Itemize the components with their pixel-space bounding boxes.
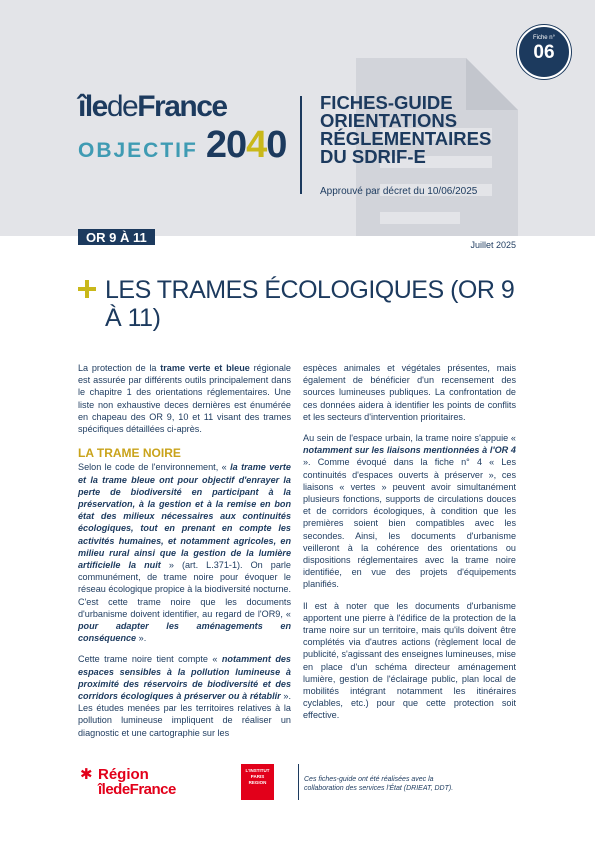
title-block	[78, 276, 518, 332]
publication-date: Juillet 2025	[470, 240, 516, 250]
ile-de-france-objectif-2040-logo: îledeFrance OBJECTIF 2040	[78, 90, 287, 166]
header-divider	[300, 96, 302, 194]
institut-paris-region-logo: L'INSTITUT PARIS REGION	[241, 764, 274, 800]
trame-noire-paragraph: Selon le code de l'environnement, « la trame verte et la trame bleue ont pour objectif d'enrayer la perte de biodiversité en participant à la préservation, à la gestion et à la remise en bon état des milieux nécessaires aux continuités écologiques, tout en prenant en compte les activités humaines, et notamment agricoles, en milieu rural ainsi que la gestion de la lumière artificielle la nuit » (art. L.371-1). On parle communément, de trame noire pour évoquer le réseau écologique propice à la biodiversité nocturne. C'est cette trame noire que les documents d'urbanisme doivent identifier, au regard de l'OR9, « pour adapter les aménagements en conséquence ».	[78, 462, 291, 644]
orientation-tag: OR 9 À 11	[78, 229, 155, 245]
badge-number: 06	[533, 42, 555, 63]
right-column	[303, 362, 516, 731]
urban-paragraph: Au sein de l'espace urbain, la trame noire s'appuie « notamment sur les liaisons mentionnées à l'OR 4 ». Comme évoqué dans la fiche n° 4 « Les continuités d'espaces ouverts à préserver », ces liaisons « vertes » peuvent avoir simultanément plusieurs fonctions, supports de circulations douces et de corridors écologiques, à condition que les premières soient bien compatibles avec les secondes. Ainsi, les documents d'urbanisme veilleront à la cohérence des orientations ou dispositions réglementaires avec la trame noire identifiée, en vue des projets d'équipements planifiés.	[303, 433, 516, 590]
collaboration-note: Ces fiches-guide ont été réalisées avec la collaboration des services l'État (DRIEAT, DDT).	[304, 776, 454, 792]
pollution-paragraph: Cette trame noire tient compte « notamment des espaces sensibles à la pollution lumineuse à proximité des réservoirs de biodiversité et des corridors écologiques à préserver ou à rétablir ». Les études menées par les territoires relatives à la pollution lumineuse impliquent de réaliser un diagnostic et une cartographie sur les	[78, 654, 291, 738]
approval-date: Approuvé par décret du 10/06/2025	[320, 186, 478, 197]
section-heading: LA TRAME NOIRE	[78, 446, 181, 461]
region-ile-de-france-logo: ✱ Région îledeFrance	[80, 766, 176, 798]
star-icon: ✱	[80, 766, 93, 783]
species-paragraph: espèces animales et végétales présentes, mais également de bénéficier d'un recensement des sources lumineuses publiques. La confrontation de ces données aidera à identifier les points de conflits et les secteurs d'intervention prioritaires.	[303, 363, 516, 422]
sheet-number-badge	[517, 25, 571, 79]
footer	[0, 760, 595, 820]
footer-divider	[298, 764, 299, 800]
badge-label: Fiche n°	[532, 35, 556, 41]
page-title: LES TRAMES ÉCOLOGIQUES (OR 9 À 11)	[105, 276, 515, 332]
header	[0, 0, 595, 236]
plus-icon	[78, 280, 96, 298]
intro-paragraph: La protection de la trame verte et bleue régionale est assurée par différents outils principalement dans le chapitre 1 des orientations réglementaires. Une liste non exhaustive deces dernières est énumérée en chapeau des OR 9, 10 et 11 visant des trames spécifiques détaillées ci-après.	[78, 363, 291, 435]
left-column	[78, 362, 291, 748]
complement-paragraph: Il est à noter que les documents d'urbanisme apportent une pierre à l'édifice de la protection de la trame noire sur un territoire, mais qu'ils doivent être complétés via d'autres actions (règlement local de publicité, s'agissant des enseignes lumineuses, mise en place d'un schéma directeur aménagement lumière, gestion de l'éclairage public, plan local de mobilités intégrant notamment les itinéraires cyclables, etc.) pour que cette protection soit effective.	[303, 600, 516, 721]
guide-title: FICHES-GUIDE ORIENTATIONS RÉGLEMENTAIRES DU SDRIF-E	[320, 92, 492, 167]
